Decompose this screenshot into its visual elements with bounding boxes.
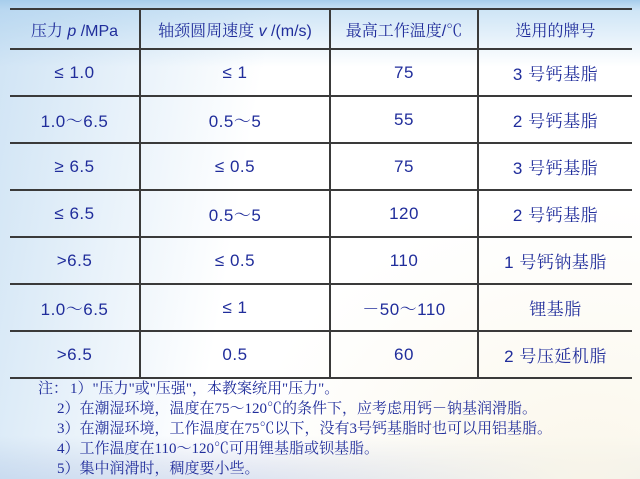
temperature-cell: 120 (330, 190, 478, 237)
table-row (10, 49, 632, 96)
table-row (10, 96, 632, 143)
temperature-cell: 110 (330, 237, 478, 284)
temperature-cell: 55 (330, 96, 478, 143)
speed-cell: 0.5 (140, 331, 330, 378)
temperature-cell: 75 (330, 49, 478, 96)
header-text: 轴颈圆周速度 (158, 22, 259, 40)
grade-cell: 3 号钙基脂 (478, 49, 632, 96)
header-text: /MPa (76, 22, 119, 40)
notes (0, 379, 640, 479)
pressure-cell: 1.0～6.5 (10, 96, 140, 143)
header-pressure (10, 9, 140, 49)
grade-cell: 2 号钙基脂 (478, 190, 632, 237)
grade-cell: 3 号钙基脂 (478, 143, 632, 190)
header-text: /(m/s) (266, 22, 312, 40)
header-variable: p (67, 22, 77, 40)
note-line: 3）在潮湿环境，工作温度在75℃以下，没有3号钙基脂时也可以用铝基脂。 (57, 421, 553, 437)
note-line (38, 379, 640, 399)
grade-cell: 2 号钙基脂 (478, 96, 632, 143)
header-temperature: 最高工作温度/℃ (330, 9, 478, 49)
table-row (10, 237, 632, 284)
header-speed (140, 9, 330, 49)
grade-cell: 锂基脂 (478, 284, 632, 331)
header-grade: 选用的牌号 (478, 9, 632, 49)
note-line: 2）在潮湿环境，温度在75～120℃的条件下，应考虑用钙－钠基润滑脂。 (57, 401, 538, 417)
pressure-cell: >6.5 (10, 237, 140, 284)
pressure-cell: ≤ 1.0 (10, 49, 140, 96)
table-header-row (10, 9, 632, 49)
table-row (10, 331, 632, 378)
pressure-cell: ≤ 6.5 (10, 190, 140, 237)
table-row (10, 143, 632, 190)
note-line: 4）工作温度在110～120℃可用锂基脂或钡基脂。 (57, 441, 379, 457)
table-row (10, 190, 632, 237)
speed-cell: ≤ 0.5 (140, 237, 330, 284)
speed-cell: ≤ 1 (140, 284, 330, 331)
table-row (10, 284, 632, 331)
temperature-cell: 60 (330, 331, 478, 378)
speed-cell: ≤ 1 (140, 49, 330, 96)
note-prefix: 注： (38, 381, 69, 397)
header-text: 压力 (30, 22, 68, 40)
grade-cell: 2 号压延机脂 (478, 331, 632, 378)
note-item: 1）"压力"或"压强"，本教案统用"压力"。 (70, 381, 340, 397)
pressure-cell: 1.0～6.5 (10, 284, 140, 331)
speed-cell: 0.5～5 (140, 96, 330, 143)
pressure-cell: ≥ 6.5 (10, 143, 140, 190)
temperature-cell: 75 (330, 143, 478, 190)
speed-cell: ≤ 0.5 (140, 143, 330, 190)
grease-selection-table (10, 8, 632, 379)
note-line: 5）集中润滑时，稠度要小些。 (57, 461, 260, 477)
grade-cell: 1 号钙钠基脂 (478, 237, 632, 284)
speed-cell: 0.5～5 (140, 190, 330, 237)
header-variable: v (258, 22, 267, 40)
temperature-cell: －50～110 (330, 284, 478, 331)
pressure-cell: >6.5 (10, 331, 140, 378)
